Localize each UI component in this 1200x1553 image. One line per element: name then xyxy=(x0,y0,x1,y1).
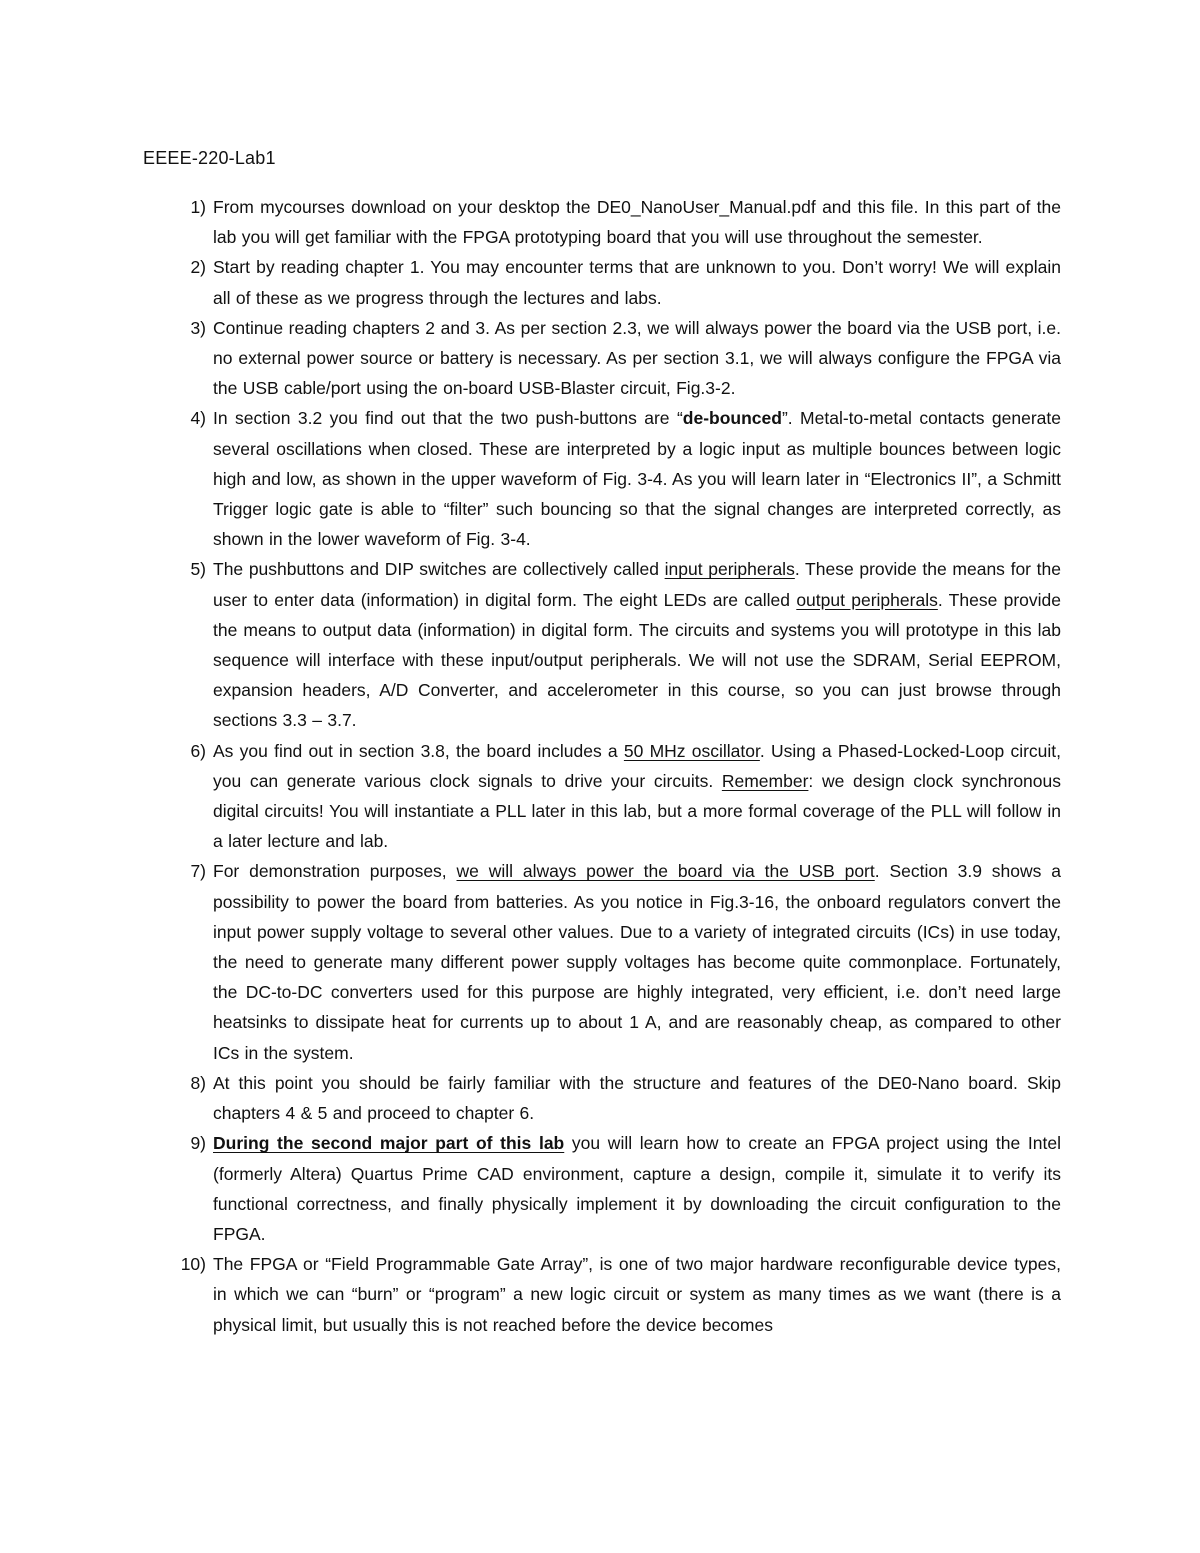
list-item-text xyxy=(213,741,1061,852)
list-item xyxy=(143,1249,1061,1340)
list-item-text xyxy=(213,1133,1061,1244)
list-item xyxy=(143,856,1061,1067)
list-item-number: 3) xyxy=(190,317,206,338)
bold-text: de-bounced xyxy=(682,408,782,429)
underlined-text: we will always power the board via the USB port xyxy=(456,861,875,882)
list-item-text xyxy=(213,1254,1061,1334)
underlined-text: 50 MHz oscillator xyxy=(623,740,760,761)
list-item-number: 2) xyxy=(190,257,206,278)
list-item-number: 8) xyxy=(190,1072,206,1093)
text-segment: In section 3.2 you find out that the two push-buttons are “ xyxy=(213,408,683,429)
text-segment: you will learn how to create an FPGA project using the Intel (formerly Altera) Quartus Prime CAD environment, capture a design, compile it, simulate it to verify its functional correctness, and finally physically implement it by downloading the circuit configuration to the FPGA. xyxy=(213,1133,1062,1244)
list-item xyxy=(143,252,1061,312)
document-title: EEEE-220-Lab1 xyxy=(143,148,276,168)
bold-underlined-text: During the second major part of this lab xyxy=(213,1133,565,1154)
text-segment: Start by reading chapter 1. You may encounter terms that are unknown to you. Don’t worry! We will explain all of these as we progress through the lectures and labs. xyxy=(213,257,1061,308)
list-item-number: 10) xyxy=(180,1254,206,1275)
list-item-text xyxy=(213,408,1061,549)
list-item-number: 1) xyxy=(190,197,206,217)
list-item xyxy=(143,313,1061,404)
list-item-text xyxy=(213,257,1061,307)
text-segment: . These provide the means to output data (information) in digital form. The circuits and systems you will prototype in this lab sequence will interface with these input/output peripherals. We will not use the SDRAM, Serial EEPROM, expansion headers, A/D Converter, and accelerometer in this course, so you can just browse through sections 3.3 – 3.7. xyxy=(213,589,1061,731)
text-segment: As you find out in section 3.8, the board includes a xyxy=(213,740,624,761)
list-item-text xyxy=(213,318,1061,398)
list-item-number: 9) xyxy=(190,1133,206,1154)
text-segment: . These provide the means for the user to enter data (information) in digital form. The eight LEDs are called xyxy=(213,559,1062,610)
list-item-text xyxy=(213,1073,1061,1123)
numbered-list xyxy=(143,192,1061,1340)
list-item-text xyxy=(213,197,1061,247)
list-item-text xyxy=(213,559,1061,730)
text-segment: . Section 3.9 shows a possibility to power the board from batteries. As you notice in Fig.3-16, the onboard regulators convert the input power supply voltage to several other values. Due to a variety of integrated circuits (ICs) in use today, the need to generate many different power supply voltages has become quite commonplace. Fortunately, the DC-to-DC converters used for this purpose are highly integrated, very efficient, i.e. don’t need large heatsinks to dissipate heat for currents up to about 1 A, and are reasonably cheap, as compared to other ICs in the system. xyxy=(213,861,1061,1063)
text-segment: ”. Metal-to-metal contacts generate several oscillations when closed. These are interpreted by a logic input as multiple bounces between logic high and low, as shown in the upper waveform of Fig. 3-4. As you will learn later in “Electronics II”, a Schmitt Trigger logic gate is able to “filter” such bouncing so that the signal changes are interpreted correctly, as shown in the lower waveform of Fig. 3-4. xyxy=(213,408,1061,550)
list-item-number: 5) xyxy=(190,559,206,580)
list-item-number: 6) xyxy=(190,740,206,761)
underlined-text: output peripherals xyxy=(796,589,938,610)
list-item xyxy=(143,192,1061,252)
text-segment: At this point you should be fairly familiar with the structure and features of the DE0-Nano board. Skip chapters 4 & 5 and proceed to chapter 6. xyxy=(213,1072,1061,1124)
text-segment: For demonstration purposes, xyxy=(213,861,457,882)
text-segment: : we design clock synchronous digital circuits! You will instantiate a PLL later in this lab, but a more formal coverage of the PLL will follow in a later lecture and lab. xyxy=(213,770,1061,852)
text-segment: . Using a Phased-Locked-Loop circuit, you can generate various clock signals to drive your circuits. xyxy=(213,740,1062,791)
underlined-text: Remember xyxy=(721,770,809,791)
list-item xyxy=(143,554,1061,735)
list-item-number: 7) xyxy=(190,861,206,882)
text-segment: Continue reading chapters 2 and 3. As per section 2.3, we will always power the board via the USB port, i.e. no external power source or battery is necessary. As per section 3.1, we will always configure the FPGA via the USB cable/port using the on-board USB-Blaster circuit, Fig.3-2. xyxy=(213,317,1061,399)
list-item xyxy=(143,1128,1061,1249)
list-item-text xyxy=(213,861,1061,1062)
text-segment: The pushbuttons and DIP switches are collectively called xyxy=(213,559,665,580)
text-segment: From mycourses download on your desktop the DE0_NanoUser_Manual.pdf and this file. In this part of the lab you will get familiar with the FPGA prototyping board that you will use throughout the semester. xyxy=(213,197,1061,248)
text-segment: The FPGA or “Field Programmable Gate Array”, is one of two major hardware reconfigurable device types, in which we can “burn” or “program” a new logic circuit or system as many times as we want (there is a physical limit, but usually this is not reached before the device becomes xyxy=(213,1254,1061,1335)
list-item-number: 4) xyxy=(190,408,206,429)
list-item xyxy=(143,403,1061,554)
list-item xyxy=(143,736,1061,857)
list-item xyxy=(143,1068,1061,1128)
underlined-text: input peripherals xyxy=(664,559,795,580)
